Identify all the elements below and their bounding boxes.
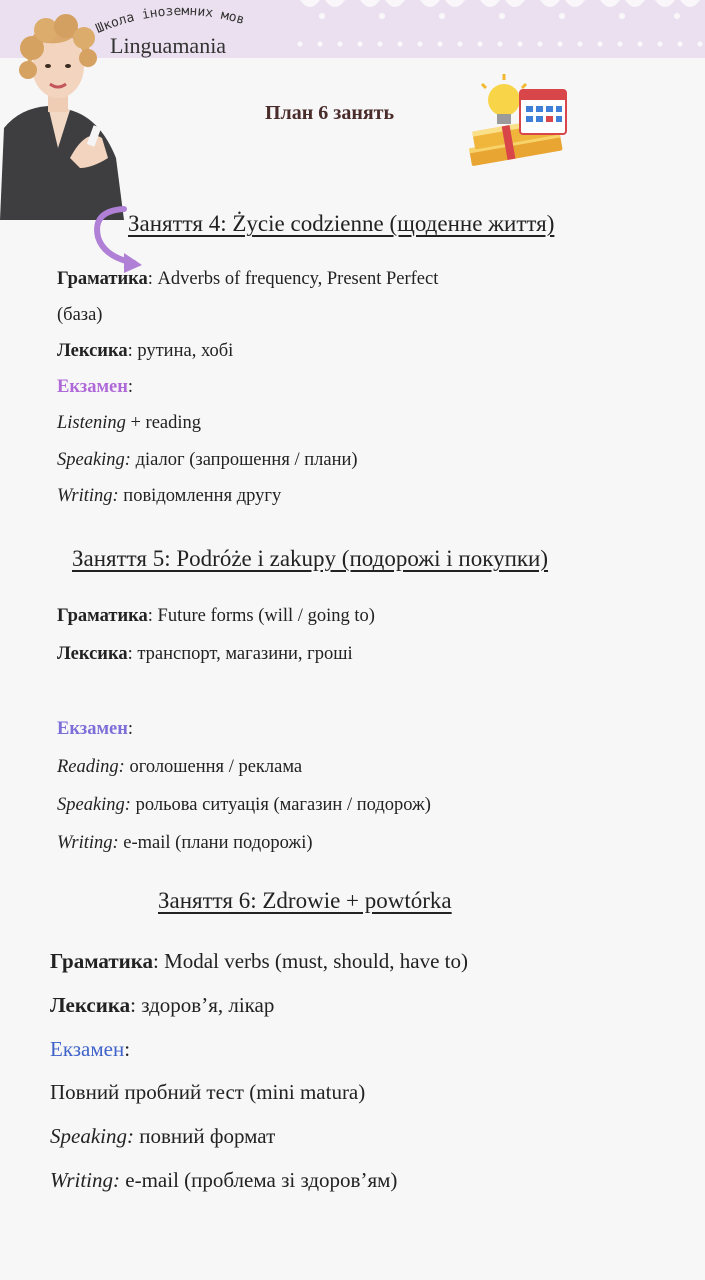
grammar-text: : Modal verbs (must, should, have to) — [153, 949, 468, 973]
lesson-5-item — [57, 795, 431, 816]
lesson-4-lexis — [57, 341, 233, 362]
grammar-text: : Future forms (will / going to) — [147, 606, 375, 626]
teacher-portrait — [0, 8, 132, 220]
books-bulb-calendar-icon — [462, 70, 574, 180]
exam-colon: : — [124, 1037, 131, 1061]
brand-name: Linguamania — [110, 33, 227, 58]
lesson-6-grammar — [50, 949, 468, 974]
lesson-6-item — [50, 1168, 397, 1193]
lesson-4-grammar — [57, 269, 438, 290]
item-skill: Writing: — [57, 486, 119, 506]
item-skill: Writing: — [57, 833, 119, 853]
item-text: діалог (запрошення / плани) — [130, 450, 358, 470]
grammar-label: Граматика — [57, 269, 148, 289]
lesson-5-item — [57, 757, 302, 778]
item-skill: Listening — [57, 413, 126, 433]
item-text: повідомлення другу — [118, 486, 282, 506]
exam-colon: : — [127, 377, 134, 397]
item-text: рольова ситуація (магазин / подорож) — [130, 795, 431, 815]
lesson-4-item — [57, 450, 358, 471]
item-skill: Speaking: — [57, 450, 131, 470]
item-skill: Writing: — [50, 1168, 121, 1192]
item-text: повний формат — [133, 1124, 276, 1148]
lexis-label: Лексика — [50, 993, 131, 1017]
lexis-label: Лексика — [57, 341, 128, 361]
lesson-5-item — [57, 833, 313, 854]
lesson-4-item — [57, 486, 281, 507]
item-text: e-mail (плани подорожі) — [118, 833, 313, 853]
school-arc-text: Школа іноземних мов — [93, 3, 247, 37]
lexis-label: Лексика — [57, 644, 128, 664]
lesson-6-exam — [50, 1037, 130, 1062]
lexis-text: : рутина, хобі — [127, 341, 234, 361]
item-text: e-mail (проблема зі здоров’ям) — [120, 1168, 398, 1192]
exam-label: Екзамен — [50, 1037, 125, 1061]
item-text: оголошення / реклама — [124, 757, 303, 777]
exam-colon: : — [127, 719, 134, 739]
lesson-4-grammar-cont: (база) — [57, 305, 103, 325]
exam-label: Екзамен — [57, 719, 128, 739]
grammar-label: Граматика — [50, 949, 154, 973]
exam-label: Екзамен — [57, 377, 128, 397]
lesson-6-item — [50, 1124, 275, 1149]
lesson-5-title: Заняття 5: Podróże i zakupy (подорожі і покупки) — [72, 546, 549, 571]
lesson-4-item — [57, 413, 201, 434]
grammar-label: Граматика — [57, 606, 148, 626]
lexis-text: : здоров’я, лікар — [130, 993, 275, 1017]
lexis-text: : транспорт, магазини, гроші — [127, 644, 353, 664]
grammar-text: : Adverbs of frequency, Present Perfect — [147, 269, 439, 289]
lesson-4-title: Заняття 4: Życie codzienne (щоденне життя) — [128, 211, 555, 236]
lesson-5-grammar — [57, 606, 375, 627]
item-skill: Speaking: — [57, 795, 131, 815]
lesson-6-title: Заняття 6: Zdrowie + powtórka — [158, 888, 452, 913]
item-text: + reading — [125, 413, 202, 433]
plan-title: План 6 занять — [265, 102, 395, 124]
lesson-5-exam — [57, 719, 133, 740]
item-skill: Reading: — [57, 757, 125, 777]
lesson-6-full-test: Повний пробний тест (mini matura) — [50, 1080, 366, 1104]
lesson-5-lexis — [57, 644, 353, 665]
item-skill: Speaking: — [50, 1124, 134, 1148]
lesson-4-exam — [57, 377, 133, 398]
lesson-6-lexis — [50, 993, 274, 1018]
